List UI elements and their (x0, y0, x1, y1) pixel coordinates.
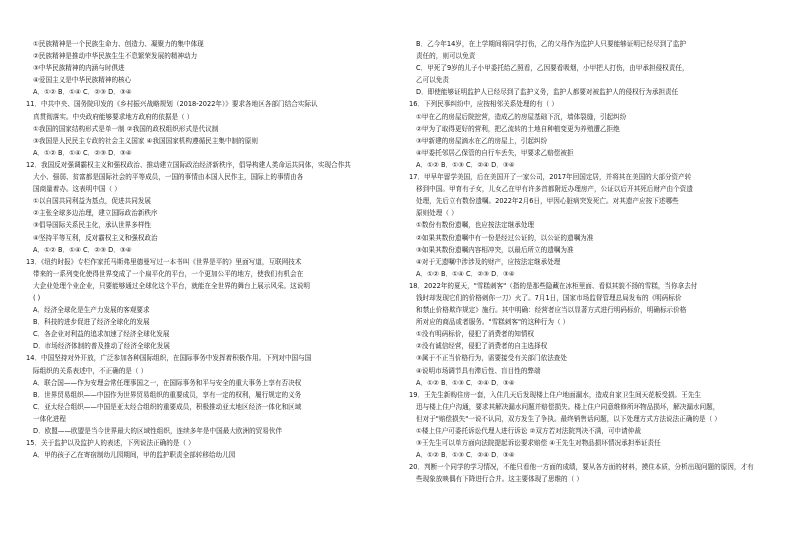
text-line: ①数份有数份遗嘱，也应按法定继承处理 (416, 221, 535, 230)
text-line: ③倡导国际关系民主化，承认世界多样性 (33, 221, 152, 230)
text-line: 13．《纽约时报》专栏作家托马斯弗里德曼写过一本书叫《世界是平的》里面写道，互联网技术 (26, 257, 302, 266)
text-line: 些现象放映偶有下降进行合并。这主要体现了思维的（ ） (416, 475, 583, 484)
text-line: 11．中共中央、国务院印发的《乡村振兴战略规划（2018-2022年）》要求各地区各部门结合实际认 (26, 100, 318, 109)
text-line: ③甲新建的房屋滴水在乙的房屋上，引起纠纷 (416, 136, 548, 145)
text-line: A．①② B．①④ C．②③ D．③④ (416, 269, 515, 278)
text-line: ②没有诚信经营，侵犯了消费者的自主选择权 (416, 342, 548, 351)
text-line: A．①② B．①③ C．②④ D．③④ (416, 378, 515, 387)
text-line: A．联合国——作为安理会常任理事国之一，在国际事务和平与安全的重大事务上享有否决权 (33, 378, 302, 387)
text-line: 处理，先后立有数份遗嘱。2022年2月6日，甲因心脏病突发死亡。对其遗产应按下述哪些 (416, 197, 679, 206)
text-line: 17．甲早年留学美国，后在美国开了一家公司，2017年回国定居，并将其在美国的大部分资产转 (409, 173, 692, 182)
text-line: ④爱国主义是中华民族精神的核心 (33, 76, 132, 85)
right-column (409, 38, 774, 485)
text-line: C．亚太经合组织——中国是亚太经合组织的重要成员，积极推动亚太地区经济一体化和区域 (33, 402, 302, 411)
text-line: ②主张全球多边治理，建立国际政治新秩序 (33, 209, 158, 218)
text-line: A．经济全球化是生产力发展的客观要求 (33, 306, 150, 315)
text-line: 15．关于监护以及监护人的表述，下列说法正确的是（ ） (26, 439, 195, 448)
text-line: 19．王先生新购住房一套，入住几天后发现楼上住户地面漏水，造成自家卫生间天花板受损。王先生 (409, 390, 701, 399)
text-line: 18．2022年的夏天，"雪糕刺客"（指的是那些隐藏在冰柜里面、看似其貌不扬的雪糕，当你拿去付 (409, 281, 698, 290)
text-line: D．即使能够证明监护人已经尽到了监护义务，监护人都要对被监护人的侵权行为承担责任 (416, 88, 679, 97)
text-line: D．欧盟——欧盟是当今世界最大的区域性组织，连续多年是中国最大欧洲的贸易伙伴 (33, 427, 283, 435)
text-line: ④对于无遗嘱中涉涉及的财产，应按法定继承处理 (416, 257, 561, 266)
text-line: 20．判断一个同学的学习情况，不能只看他一方面的成绩，要从各方面的材料，摸住本质，分析出现问题的原因，才有 (409, 463, 754, 472)
text-line: B．科技的进步促进了经济全球化的发展 (33, 318, 150, 327)
text-line: ④坚持平等互利，反对霸权主义和强权政治 (33, 233, 158, 242)
text-line: D．市场经济体制的普及推动了经济全球化发展 (33, 342, 170, 351)
text-line: B．乙今年14岁，在上学期间将同学打伤，乙的父母作为监护人只要能够证明已经尽到了监护 (416, 40, 687, 48)
text-line: ③王先生可以单方面向法院提起诉讼要求赔偿 ④王先生对物品损坏情况承担举证责任 (416, 439, 661, 448)
text-line: ①民族精神是一个民族生命力、创造力、凝聚力的集中体现 (33, 40, 204, 48)
text-line: 迅与楼上住户沟通，要求其解决漏水问题并赔偿损失。楼上住户同意维修所坏物品损坏，解决漏水问题， (416, 402, 720, 411)
text-line: 12．我国反对强调霸权主义和强权政治、推动建立国际政治经济新秩序，倡导构建人类命运共同体，实现合作共 (26, 160, 351, 169)
text-line: ③我国是人民民主专政的社会主义国家 ④我国国家机构遵循民主集中制的原则 (33, 136, 258, 145)
text-line: 16．下列民事纠纷中，应按相邻关系处理的有（ ） (409, 100, 558, 109)
text-line: 但对于"赔偿损失"一说不认同，双方发生了争执。最终销售话问题，以下处理方式方法说法正确的是（ ） (416, 414, 721, 423)
text-line: 一体化进程 (33, 414, 66, 423)
text-line: ②甲为了取得更好的营利，把乙流转的土地自种植变更为养殖遭乙拒绝 (416, 124, 620, 133)
text-line: ③如果其数份遗嘱内容相冲突，以最后所立的遗嘱为准 (416, 245, 574, 254)
text-line: C．各企业对利益的追求加速了经济全球化发展 (33, 330, 170, 339)
text-line: ①我国的国家结构形式是单一制 ②我国的政权组织形式是代议制 (33, 124, 219, 133)
text-line: ②民族精神是推动中华民族生生不息繁荣发展的精神动力 (33, 52, 198, 61)
text-line: 大企业处理个业企业，只要能够通过全球化这个平台，就能在全世界的舞台上展示风采。这说明 (33, 281, 310, 290)
text-line: 国商量着办。这表明中国（ ） (33, 185, 121, 194)
text-line: ③属于不正当价格行为，需要接受有关部门依法查处 (416, 354, 567, 363)
text-line: 钱时却发现它们的价格刺你一刀）火了。7月1日，国家市场监督管理总局发布的《明码标价 (416, 293, 682, 302)
text-line: 原则处理（ ） (416, 209, 458, 218)
text-line: ①甲在乙的房屋后院挖营，造成乙的房屋基础下沉，墙体裂缝，引起纠纷 (416, 112, 627, 121)
text-line: 大小、强弱、贫富都是国际社会的平等成员，一国的事情由本国人民作主，国际上的事情由各 (33, 173, 304, 182)
text-line: A．①② B．①④ C．②③ D．③④ (33, 245, 132, 254)
text-line: 和禁止价格欺诈规定》施行。其中明确：经营者应当以显著方式进行明码标价，明确标示价格 (416, 306, 687, 315)
text-line: A．①② B．①④ C．②③ D．③④ (33, 88, 132, 97)
text-line: ①没有明码标价，侵犯了消费者的知情权 (416, 330, 535, 339)
text-line: A．①② B．①④ C．②③ D．③④ (33, 148, 132, 157)
text-line: 移到中国。甲育有子女，儿女乙在甲有许多首都附近办理房产，公证以后开其死后财产由个资遗 (416, 185, 693, 194)
text-line: ①以自国共同利益为基点，促进共同发展 (33, 197, 152, 206)
text-line: ①楼上住户可委托诉讼代理人进行诉讼 ②双方若对法院判决不满，可申请仲裁 (416, 427, 641, 435)
text-line: 乙可以免责 (416, 76, 449, 85)
text-line: ( ) (33, 293, 41, 302)
text-line: 真贯彻落实。中央政府能够要求地方政府的依据是（ ） (33, 112, 194, 121)
text-line: C．甲死了9岁的儿子小甲委托给乙照看，乙因要看吸烟，小甲把人打伤，由甲承担侵权责任， (416, 64, 689, 73)
left-column (26, 38, 391, 485)
text-line: ②如果其数份遗嘱中有一份是经过公证的，以公证的遗嘱为准 (416, 233, 594, 242)
text-line: ④甲委托邻居乙保管的自行车丢失，甲要求乙赔偿被拒 (416, 148, 574, 157)
text-line: 14．中国坚持对外开放，广泛参加各种国际组织，在国际事务中发挥着积极作用。下列对中国与国 (26, 354, 312, 363)
text-line: 带来的一系列变化使得世界变成了一个扁平化的平台，一个更加公平的地方，使我们有机会在 (33, 269, 304, 278)
text-line: ④说明市场调节具有滞后性、盲目性的弊端 (416, 366, 541, 375)
text-line: B．世界贸易组织——中国作为世界贸易组织的重要成员，享有一定的权利，履行规定的义务 (33, 390, 302, 399)
text-line: 所对应的商品或者服务。"雪糕刺客"的这种行为（ ） (416, 318, 570, 327)
text-line: A．甲的孩子乙在寄宿制幼儿园期间，甲的监护职责全部转移给幼儿园 (33, 451, 236, 460)
text-line: A．①② B．①③ C．②④ D．③④ (416, 451, 515, 460)
text-line: A．①② B．①③ C．②④ D．③④ (416, 160, 515, 169)
text-line: 际组织的关系表述中，不正确的是（ ） (33, 366, 148, 375)
text-line: 责任的，则可以免责 (416, 52, 476, 61)
text-line: ③中华民族精神的内涵与时俱进 (33, 64, 125, 73)
